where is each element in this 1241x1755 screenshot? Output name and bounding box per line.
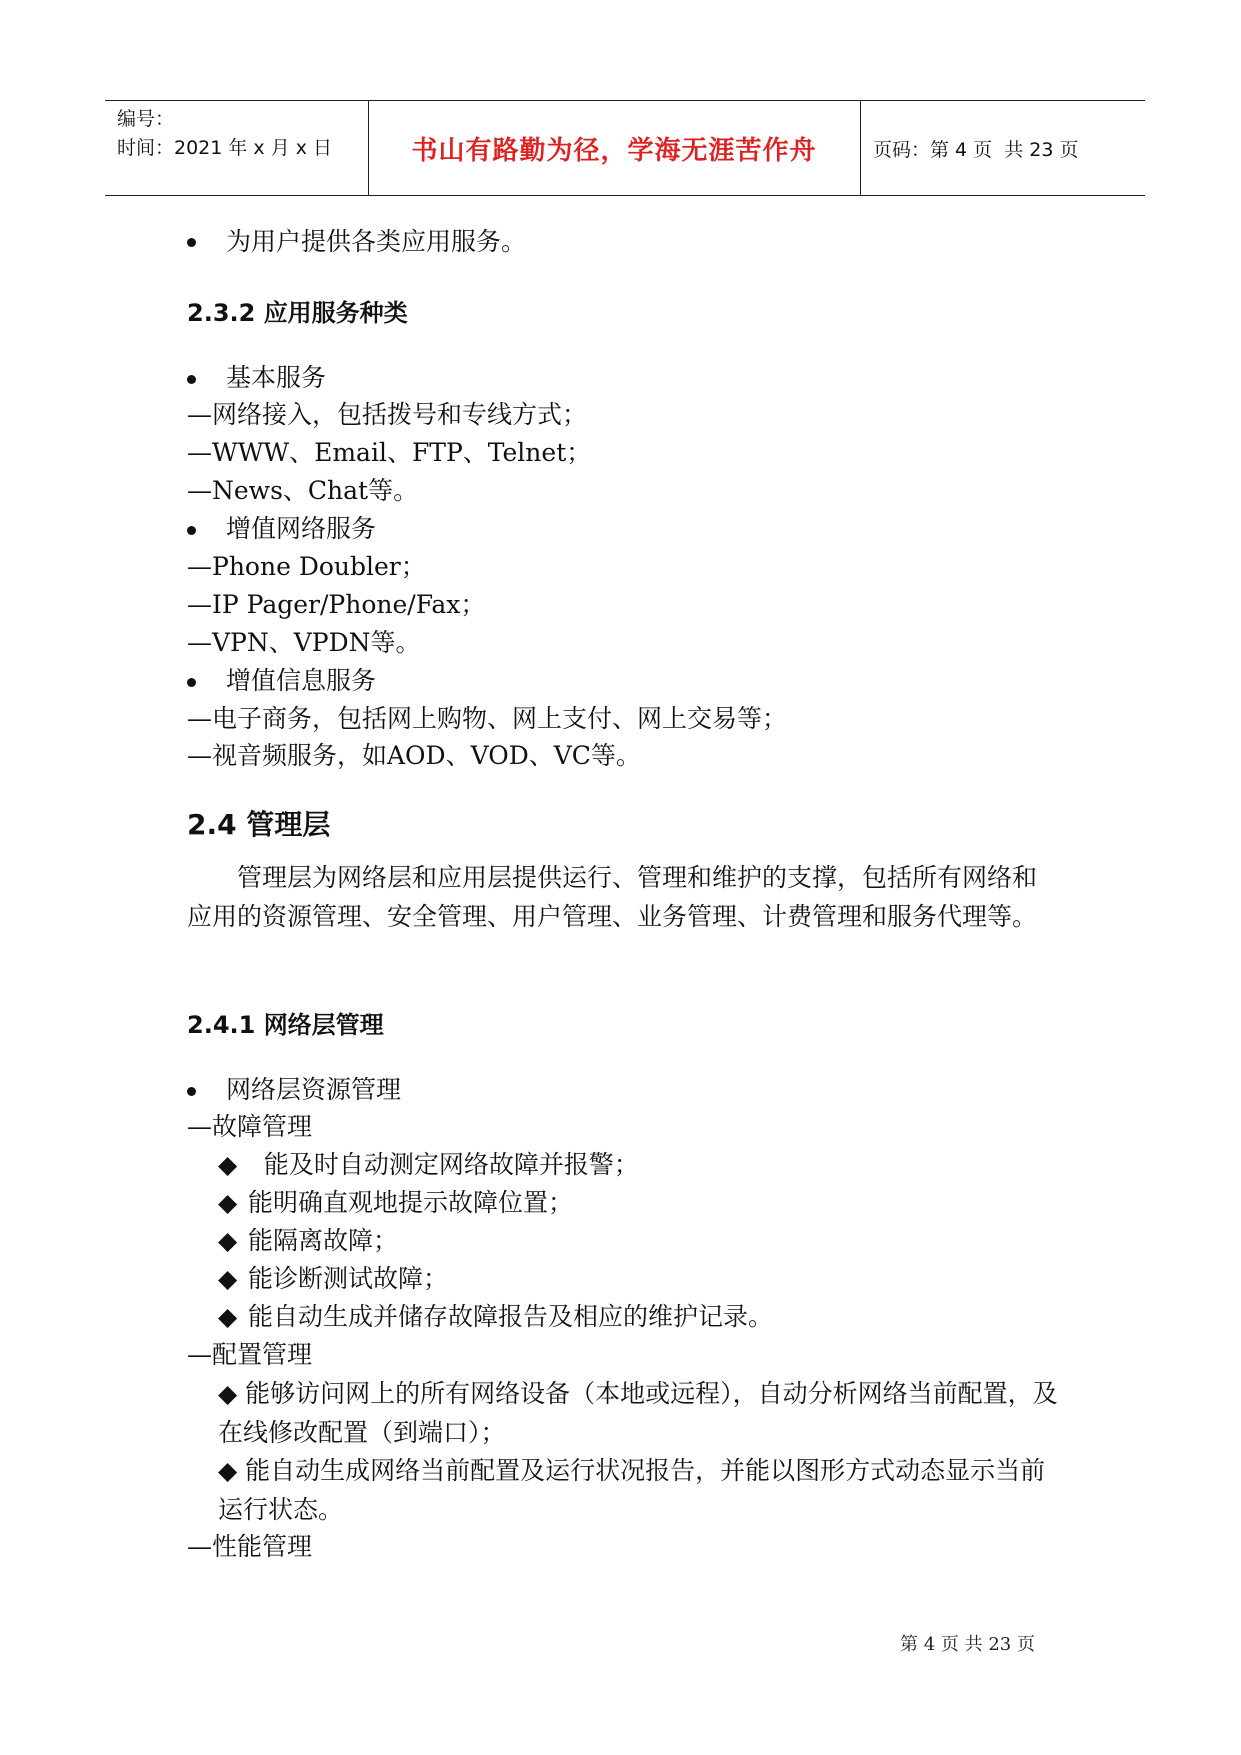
config-management: —配置管理: [187, 1340, 313, 1369]
list-item: —Phone Doubler；: [187, 552, 426, 581]
header-time-label: 时间：2021 年 x 月 x 日: [117, 137, 333, 159]
fault-item: 能自动生成并储存故障报告及相应的维护记录。: [248, 1302, 774, 1331]
list-item: —VPN、VPDN等。: [187, 628, 421, 657]
header-meta: [117, 105, 362, 163]
diamond-bullet-icon: ◆: [218, 1150, 238, 1179]
heading-2-4: 2.4 管理层: [187, 808, 331, 841]
list-item: —电子商务，包括网上购物、网上支付、网上交易等；: [187, 704, 788, 733]
header-divider-2: [860, 101, 861, 195]
header-page-info-text: 页码：第 4 页 共 23 页: [873, 138, 1079, 161]
fault-item: 能诊断测试故障；: [248, 1264, 449, 1293]
bullet-network-resource: 网络层资源管理: [226, 1075, 402, 1104]
list-item: —网络接入，包括拨号和专线方式；: [187, 400, 588, 429]
intro-line: 为用户提供各类应用服务。: [226, 227, 527, 256]
config-item: ◆ 能够访问网上的所有网络设备（本地或远程），自动分析网络当前配置，及在线修改配置（到端口）；: [218, 1379, 1058, 1447]
heading-2-3-2: 2.3.2 应用服务种类: [187, 299, 408, 327]
fault-item: 能及时自动测定网络故障并报警；: [248, 1150, 639, 1179]
list-item: —News、Chat等。: [187, 476, 419, 505]
performance-management: —性能管理: [187, 1532, 313, 1561]
heading-2-4-1: 2.4.1 网络层管理: [187, 1011, 384, 1039]
list-item: —WWW、Email、FTP、Telnet；: [187, 438, 592, 467]
page-footer: 第 4 页 共 23 页: [900, 1634, 1035, 1655]
paragraph-2-4: 管理层为网络层和应用层提供运行、管理和维护的支撑，包括所有网络和应用的资源管理、安全管理、用户管理、业务管理、计费管理和服务代理等。: [187, 863, 1038, 931]
list-item: [218, 1222, 398, 1260]
header-motto: 书山有路勤为径，学海无涯苦作舟: [411, 135, 817, 166]
config-item: ◆ 能自动生成网络当前配置及运行状况报告，并能以图形方式动态显示当前运行状态。: [218, 1456, 1046, 1524]
bullet-icon: [187, 375, 196, 384]
diamond-bullet-icon: ◆: [218, 1226, 238, 1255]
bullet-value-network: 增值网络服务: [226, 514, 377, 543]
diamond-bullet-icon: ◆: [218, 1302, 238, 1331]
bullet-icon: [187, 678, 196, 687]
header-number-label: 编号：: [117, 108, 175, 130]
header-page-info: [873, 101, 1143, 195]
list-item: [218, 1298, 773, 1336]
list-item: —视音频服务，如AOD、VOD、VC等。: [187, 741, 641, 770]
bullet-icon: [187, 1087, 196, 1096]
bullet-icon: [187, 526, 196, 535]
bullet-icon: [187, 238, 196, 247]
bullet-value-info: 增值信息服务: [226, 666, 377, 695]
fault-item: 能隔离故障；: [248, 1226, 399, 1255]
fault-management: —故障管理: [187, 1112, 313, 1141]
list-item: —IP Pager/Phone/Fax；: [187, 590, 486, 619]
list-item: [218, 1146, 639, 1184]
list-item: [218, 1184, 573, 1222]
bullet-basic-service: 基本服务: [226, 363, 327, 392]
list-item: [218, 1260, 448, 1298]
page-header: [105, 100, 1145, 196]
diamond-bullet-icon: ◆: [218, 1264, 238, 1293]
diamond-bullet-icon: ◆: [218, 1188, 238, 1217]
fault-item: 能明确直观地提示故障位置；: [248, 1188, 574, 1217]
